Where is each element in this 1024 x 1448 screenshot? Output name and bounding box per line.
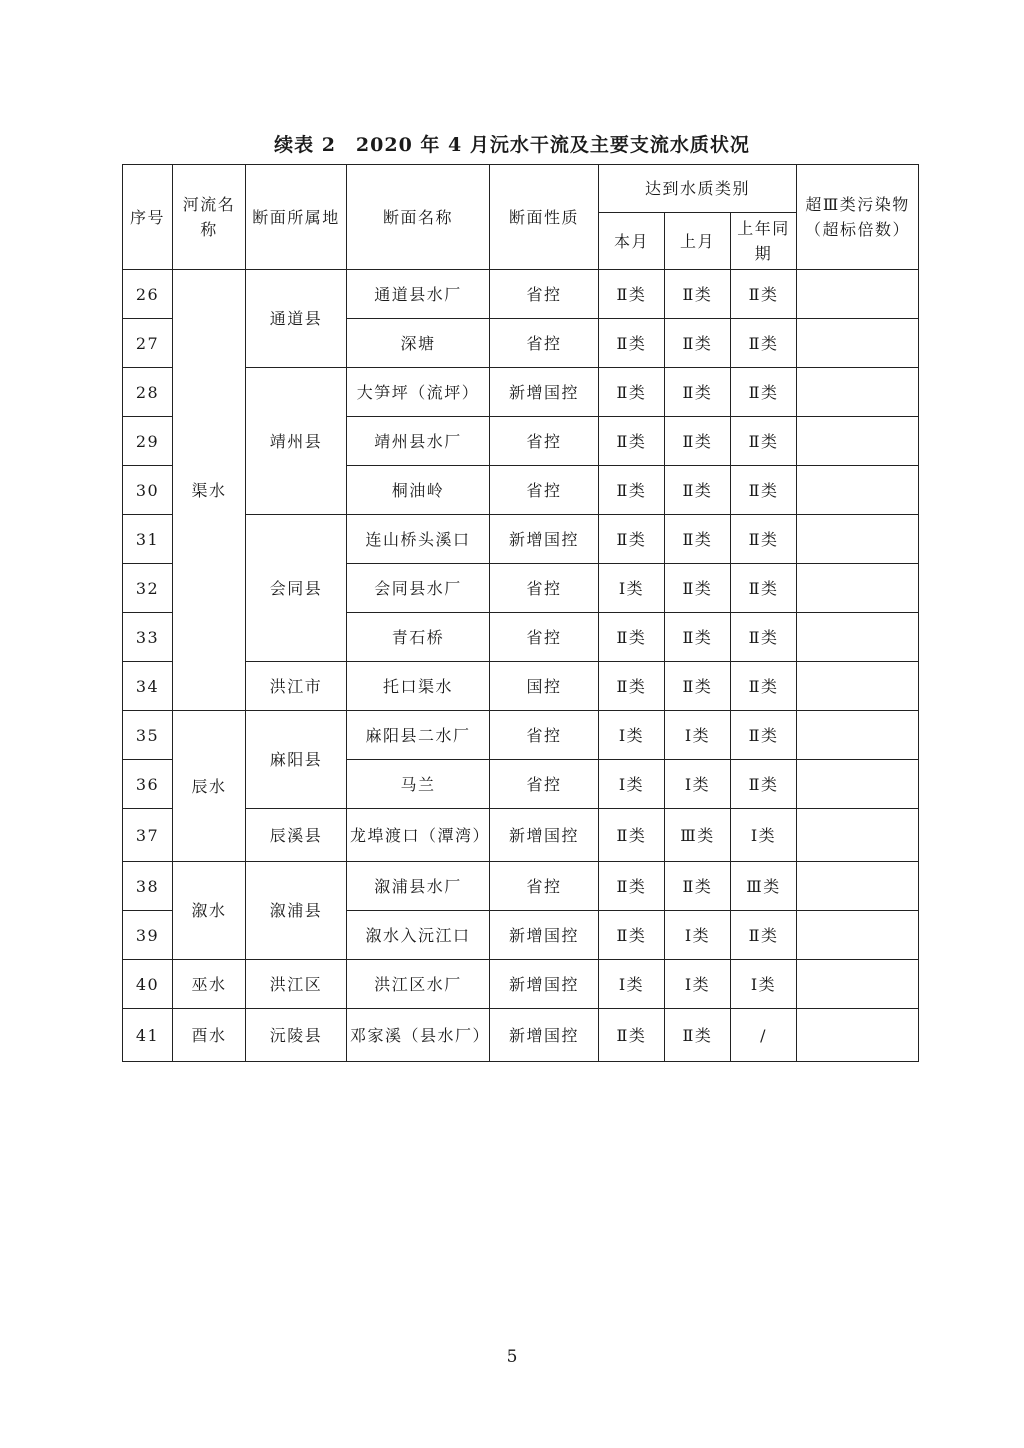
this-month-cell: Ⅱ类 [599, 613, 665, 662]
section-cell: 邓家溪（县水厂） [347, 1009, 490, 1062]
last-year-cell: Ⅱ类 [731, 760, 797, 809]
nature-cell: 新增国控 [490, 911, 599, 960]
this-month-cell: Ⅱ类 [599, 319, 665, 368]
section-cell: 麻阳县二水厂 [347, 711, 490, 760]
last-year-cell: Ⅱ类 [731, 515, 797, 564]
seq-cell: 33 [123, 613, 173, 662]
last-year-cell: Ⅱ类 [731, 911, 797, 960]
seq-cell: 28 [123, 368, 173, 417]
exceed-cell [797, 319, 919, 368]
last-year-cell: Ⅱ类 [731, 319, 797, 368]
last-month-cell: Ⅱ类 [665, 613, 731, 662]
this-month-cell: Ⅱ类 [599, 417, 665, 466]
location-cell: 洪江市 [246, 662, 347, 711]
exceed-cell [797, 270, 919, 319]
last-year-cell: Ⅱ类 [731, 466, 797, 515]
last-month-cell: Ⅱ类 [665, 368, 731, 417]
exceed-cell [797, 613, 919, 662]
last-year-cell: Ⅱ类 [731, 613, 797, 662]
last-month-cell: Ⅰ类 [665, 711, 731, 760]
exceed-cell [797, 368, 919, 417]
exceed-cell [797, 960, 919, 1009]
exceed-cell [797, 862, 919, 911]
section-cell: 溆浦县水厂 [347, 862, 490, 911]
nature-cell: 省控 [490, 711, 599, 760]
last-year-cell: Ⅱ类 [731, 662, 797, 711]
exceed-cell [797, 1009, 919, 1062]
nature-cell: 省控 [490, 760, 599, 809]
nature-cell: 国控 [490, 662, 599, 711]
header-last-month: 上月 [665, 213, 731, 270]
last-year-cell: Ⅱ类 [731, 417, 797, 466]
exceed-cell [797, 911, 919, 960]
last-month-cell: Ⅱ类 [665, 862, 731, 911]
seq-cell: 32 [123, 564, 173, 613]
seq-cell: 39 [123, 911, 173, 960]
nature-cell: 新增国控 [490, 515, 599, 564]
water-quality-table [122, 164, 919, 1062]
last-year-cell: / [731, 1009, 797, 1062]
this-month-cell: Ⅱ类 [599, 368, 665, 417]
last-year-cell: Ⅱ类 [731, 711, 797, 760]
this-month-cell: Ⅰ类 [599, 960, 665, 1009]
table-row [123, 960, 919, 1009]
last-year-cell: Ⅱ类 [731, 368, 797, 417]
last-year-cell: Ⅱ类 [731, 270, 797, 319]
last-month-cell: Ⅱ类 [665, 564, 731, 613]
seq-cell: 31 [123, 515, 173, 564]
last-year-cell: Ⅱ类 [731, 564, 797, 613]
this-month-cell: Ⅱ类 [599, 1009, 665, 1062]
last-month-cell: Ⅱ类 [665, 515, 731, 564]
section-cell: 溆水入沅江口 [347, 911, 490, 960]
section-cell: 托口渠水 [347, 662, 490, 711]
location-cell: 通道县 [246, 270, 347, 368]
this-month-cell: Ⅱ类 [599, 466, 665, 515]
header-row [123, 165, 919, 213]
seq-cell: 34 [123, 662, 173, 711]
section-cell: 洪江区水厂 [347, 960, 490, 1009]
section-cell: 深塘 [347, 319, 490, 368]
this-month-cell: Ⅱ类 [599, 862, 665, 911]
section-cell: 龙埠渡口（潭湾） [347, 809, 490, 862]
location-cell: 洪江区 [246, 960, 347, 1009]
last-month-cell: Ⅱ类 [665, 1009, 731, 1062]
this-month-cell: Ⅰ类 [599, 564, 665, 613]
this-month-cell: Ⅱ类 [599, 809, 665, 862]
table-row [123, 711, 919, 760]
this-month-cell: Ⅱ类 [599, 911, 665, 960]
exceed-cell [797, 809, 919, 862]
river-cell: 酉水 [173, 1009, 246, 1062]
nature-cell: 新增国控 [490, 1009, 599, 1062]
location-cell: 麻阳县 [246, 711, 347, 809]
last-month-cell: Ⅰ类 [665, 911, 731, 960]
river-cell: 渠水 [173, 270, 246, 711]
this-month-cell: Ⅱ类 [599, 662, 665, 711]
page-number: 5 [506, 1347, 518, 1367]
seq-cell: 27 [123, 319, 173, 368]
seq-cell: 40 [123, 960, 173, 1009]
header-nature: 断面性质 [490, 165, 599, 270]
header-location: 断面所属地 [246, 165, 347, 270]
section-cell: 会同县水厂 [347, 564, 490, 613]
nature-cell: 省控 [490, 466, 599, 515]
this-month-cell: Ⅱ类 [599, 515, 665, 564]
exceed-cell [797, 515, 919, 564]
table-row [123, 270, 919, 319]
section-cell: 青石桥 [347, 613, 490, 662]
header-river: 河流名称 [173, 165, 246, 270]
last-month-cell: Ⅱ类 [665, 270, 731, 319]
location-cell: 会同县 [246, 515, 347, 662]
seq-cell: 36 [123, 760, 173, 809]
last-month-cell: Ⅱ类 [665, 466, 731, 515]
last-year-cell: Ⅰ类 [731, 960, 797, 1009]
last-year-cell: Ⅲ类 [731, 862, 797, 911]
exceed-cell [797, 417, 919, 466]
table-row [123, 862, 919, 911]
header-exceed: 超Ⅲ类污染物（超标倍数） [797, 165, 919, 270]
last-month-cell: Ⅰ类 [665, 960, 731, 1009]
seq-cell: 29 [123, 417, 173, 466]
last-year-cell: Ⅰ类 [731, 809, 797, 862]
location-cell: 靖州县 [246, 368, 347, 515]
location-cell: 沅陵县 [246, 1009, 347, 1062]
section-cell: 大笋坪（流坪） [347, 368, 490, 417]
table-title: 续表 2 2020 年 4 月沅水干流及主要支流水质状况 [274, 134, 750, 156]
last-month-cell: Ⅱ类 [665, 417, 731, 466]
section-cell: 靖州县水厂 [347, 417, 490, 466]
nature-cell: 省控 [490, 613, 599, 662]
river-cell: 巫水 [173, 960, 246, 1009]
nature-cell: 省控 [490, 270, 599, 319]
exceed-cell [797, 662, 919, 711]
header-category: 达到水质类别 [599, 165, 797, 213]
this-month-cell: Ⅰ类 [599, 760, 665, 809]
location-cell: 溆浦县 [246, 862, 347, 960]
section-cell: 桐油岭 [347, 466, 490, 515]
section-cell: 通道县水厂 [347, 270, 490, 319]
header-last-year: 上年同期 [731, 213, 797, 270]
nature-cell: 省控 [490, 417, 599, 466]
last-month-cell: Ⅱ类 [665, 319, 731, 368]
header-section: 断面名称 [347, 165, 490, 270]
table-row [123, 1009, 919, 1062]
seq-cell: 41 [123, 1009, 173, 1062]
exceed-cell [797, 760, 919, 809]
seq-cell: 37 [123, 809, 173, 862]
nature-cell: 新增国控 [490, 960, 599, 1009]
last-month-cell: Ⅲ类 [665, 809, 731, 862]
header-this-month: 本月 [599, 213, 665, 270]
exceed-cell [797, 711, 919, 760]
river-cell: 辰水 [173, 711, 246, 862]
exceed-cell [797, 466, 919, 515]
exceed-cell [797, 564, 919, 613]
this-month-cell: Ⅱ类 [599, 270, 665, 319]
this-month-cell: Ⅰ类 [599, 711, 665, 760]
location-cell: 辰溪县 [246, 809, 347, 862]
header-seq: 序号 [123, 165, 173, 270]
seq-cell: 30 [123, 466, 173, 515]
nature-cell: 新增国控 [490, 809, 599, 862]
nature-cell: 省控 [490, 319, 599, 368]
seq-cell: 35 [123, 711, 173, 760]
section-cell: 连山桥头溪口 [347, 515, 490, 564]
last-month-cell: Ⅱ类 [665, 662, 731, 711]
seq-cell: 38 [123, 862, 173, 911]
nature-cell: 省控 [490, 564, 599, 613]
last-month-cell: Ⅰ类 [665, 760, 731, 809]
nature-cell: 新增国控 [490, 368, 599, 417]
river-cell: 溆水 [173, 862, 246, 960]
section-cell: 马兰 [347, 760, 490, 809]
seq-cell: 26 [123, 270, 173, 319]
nature-cell: 省控 [490, 862, 599, 911]
